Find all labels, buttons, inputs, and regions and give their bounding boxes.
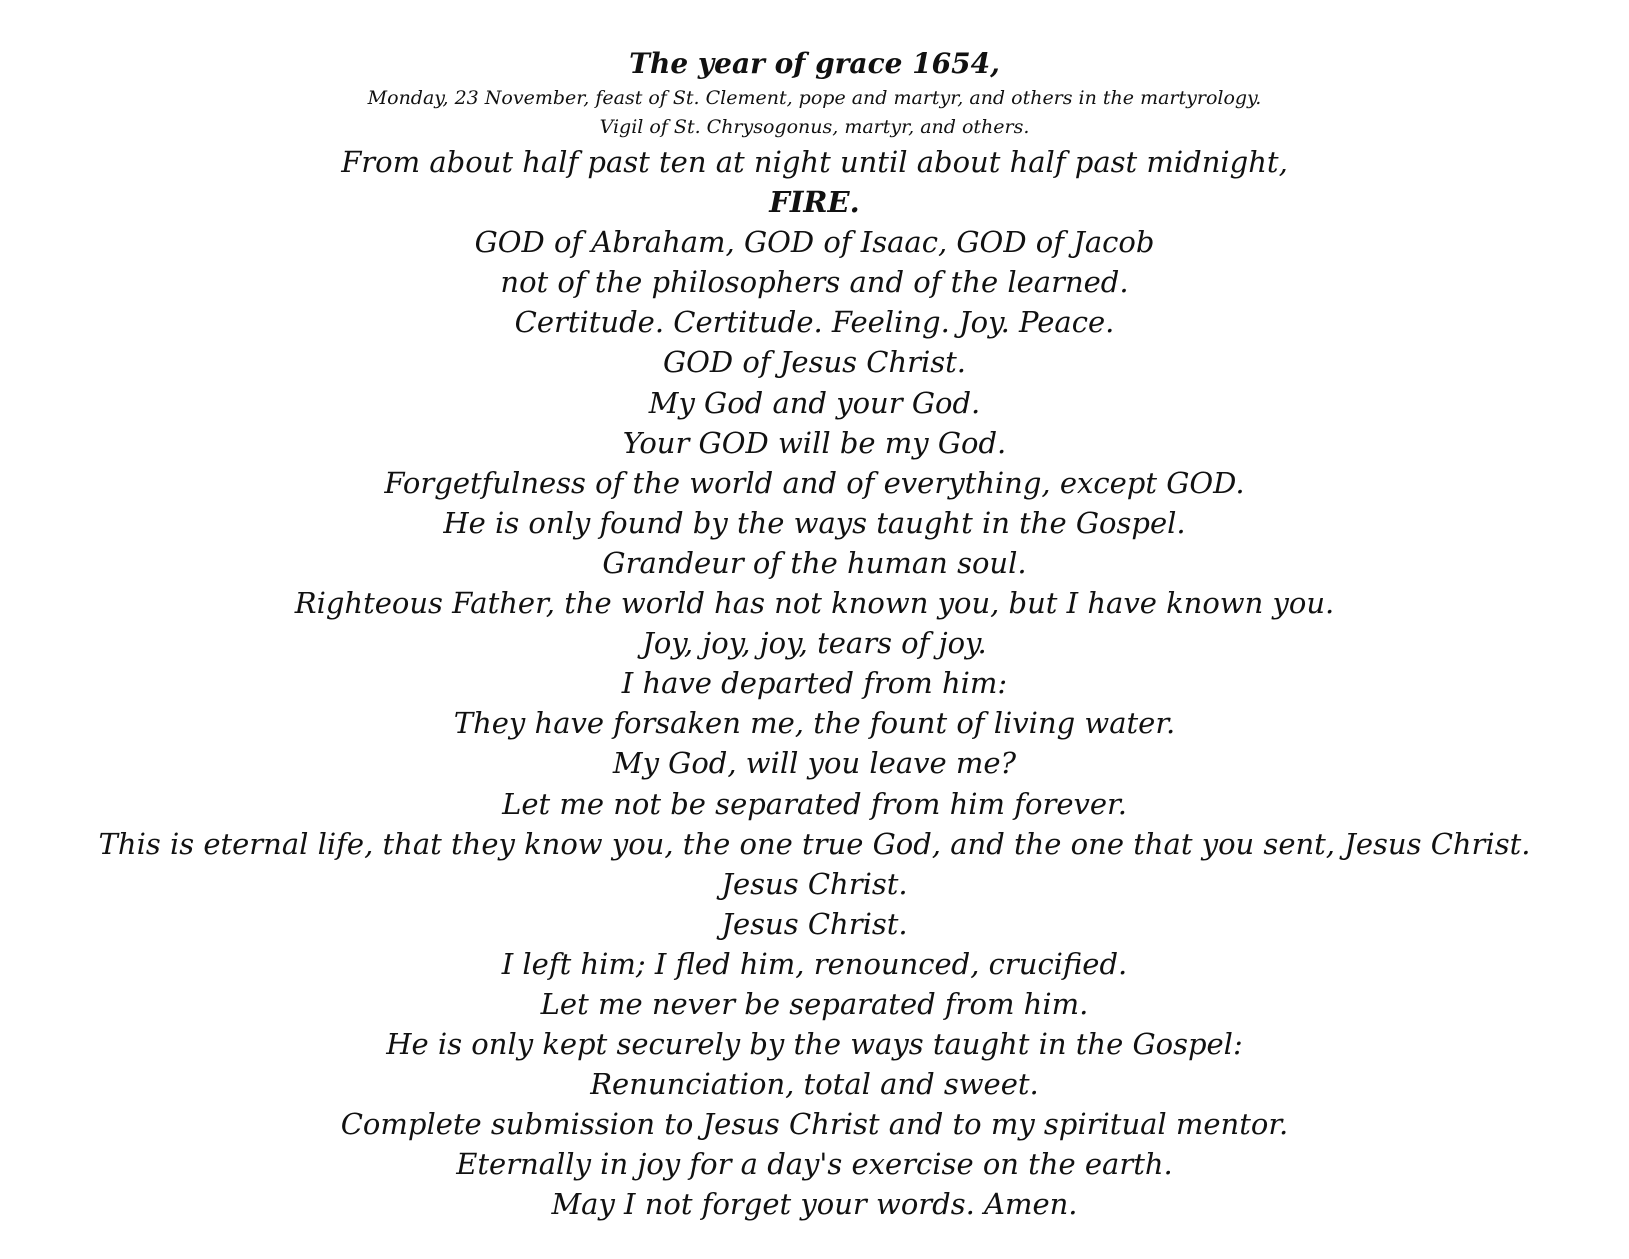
text-line: Let me never be separated from him. xyxy=(540,986,1089,1021)
text-line: This is eternal life, that they know you, the one true God, and the one that you sent, Jesus Christ. xyxy=(98,826,1531,861)
text-line: They have forsaken me, the fount of living water. xyxy=(453,706,1176,741)
text-line: May I not forget your words. Amen. xyxy=(551,1187,1078,1222)
text-line: Certitude. Certitude. Feeling. Joy. Peace. xyxy=(514,305,1115,340)
text-line: Righteous Father, the world has not known you, but I have known you. xyxy=(294,586,1335,621)
text-line: Complete submission to Jesus Christ and to my spiritual mentor. xyxy=(340,1107,1289,1142)
vigil-subtitle: Vigil of St. Chrysogonus, martyr, and others. xyxy=(599,116,1030,138)
date-subtitle: Monday, 23 November, feast of St. Clement, pope and martyr, and others in the martyrology. xyxy=(367,87,1262,109)
text-line: My God, will you leave me? xyxy=(612,746,1017,781)
text-line: GOD of Abraham, GOD of Isaac, GOD of Jacob xyxy=(474,225,1155,260)
text-line: I have departed from him: xyxy=(621,666,1008,701)
document-title: The year of grace 1654, xyxy=(629,47,1000,80)
text-line: not of the philosophers and of the learned. xyxy=(500,265,1129,300)
text-line: Let me not be separated from him forever. xyxy=(502,786,1127,821)
text-line: Eternally in joy for a day's exercise on the earth. xyxy=(456,1147,1173,1182)
text-line: Jesus Christ. xyxy=(721,906,908,941)
text-line: He is only found by the ways taught in the Gospel. xyxy=(443,505,1186,540)
text-line: I left him; I fled him, renounced, crucified. xyxy=(501,946,1128,981)
text-line: Jesus Christ. xyxy=(721,866,908,901)
memorial-text xyxy=(0,142,1629,1225)
text-line: Your GOD will be my God. xyxy=(622,425,1007,460)
text-line: My God and your God. xyxy=(648,385,981,420)
text-line: GOD of Jesus Christ. xyxy=(662,345,967,380)
text-line: From about half past ten at night until about half past midnight, xyxy=(341,145,1288,179)
memorial-document xyxy=(0,44,1629,1225)
text-line: He is only kept securely by the ways taught in the Gospel: xyxy=(386,1027,1243,1062)
text-line: Joy, joy, joy, tears of joy. xyxy=(642,626,987,661)
fire-line: FIRE. xyxy=(769,185,860,220)
text-line: Forgetfulness of the world and of everything, except GOD. xyxy=(384,465,1245,500)
text-line: Grandeur of the human soul. xyxy=(602,545,1027,580)
text-line: Renunciation, total and sweet. xyxy=(590,1067,1039,1102)
